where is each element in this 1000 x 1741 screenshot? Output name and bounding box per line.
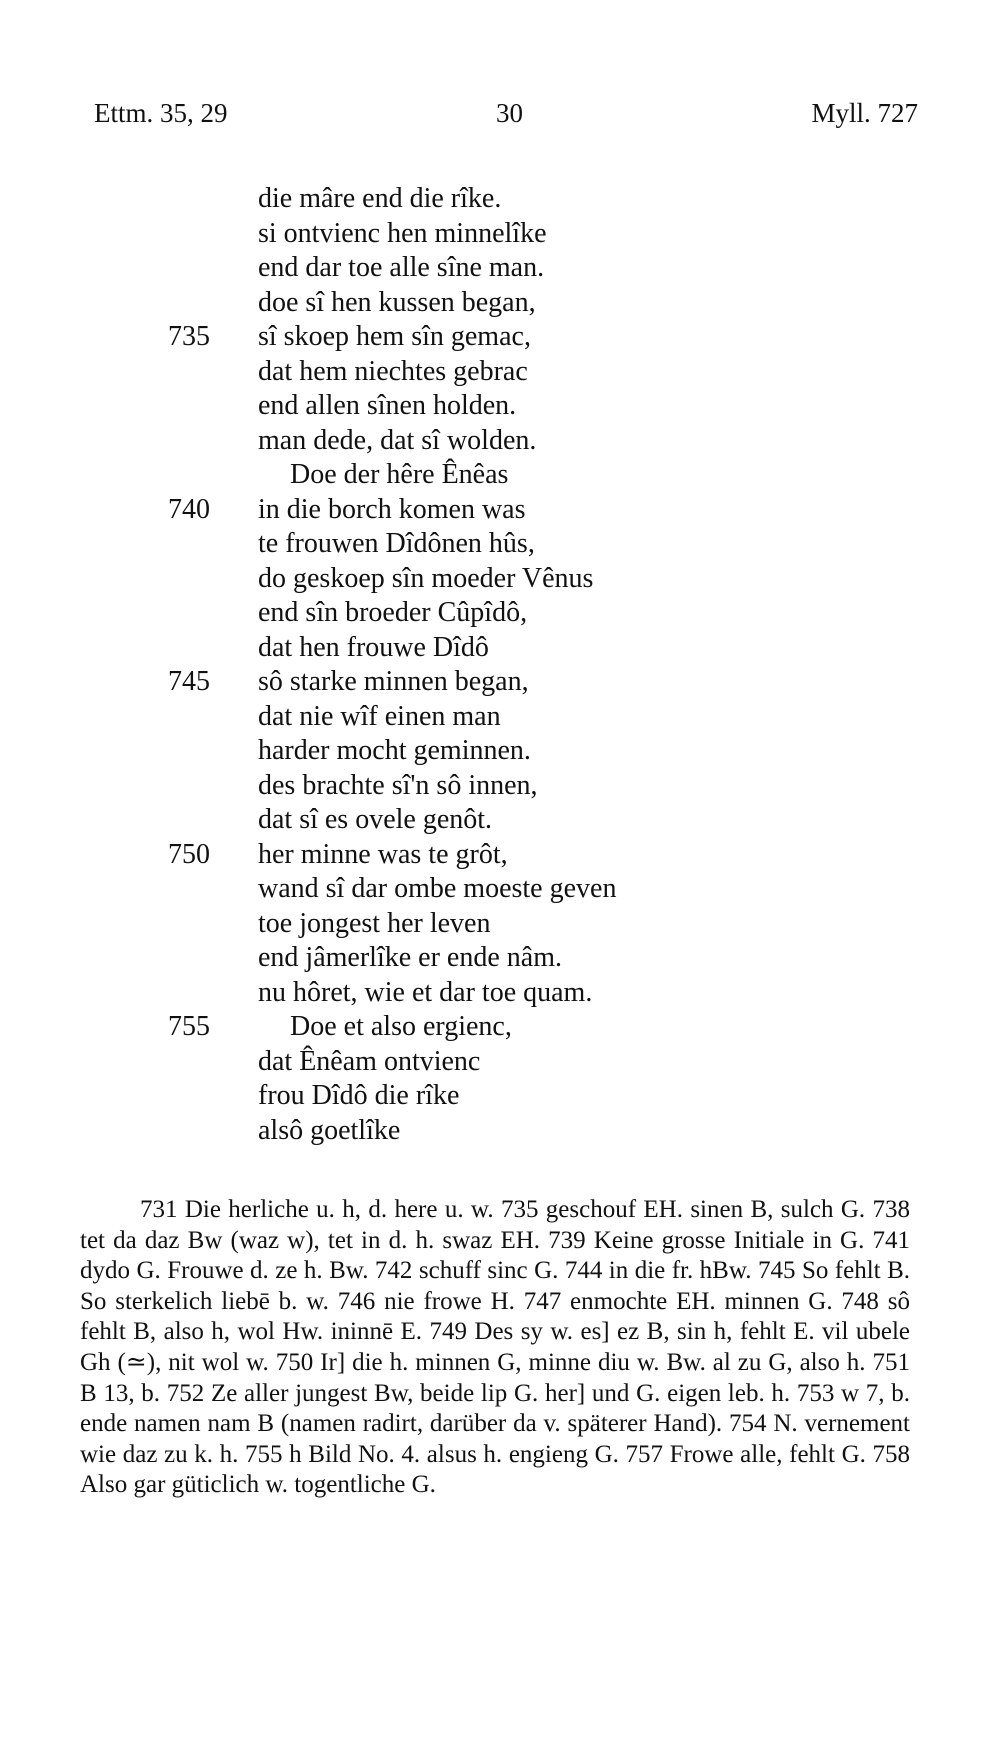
verse-text: sî skoep hem sîn gemac,	[258, 321, 531, 352]
verse-text: dat nie wîf einen man	[258, 700, 501, 732]
verse-text: her minne was te grôt,	[258, 838, 508, 870]
verse-line	[0, 1045, 1000, 1080]
verse-text: wand sî dar ombe moeste geven	[258, 873, 617, 904]
verse-line	[0, 527, 1000, 562]
verse-text: dat hem niechtes gebrac	[258, 355, 528, 387]
verse-text: toe jongest her leven	[258, 907, 491, 939]
verse-number: 750	[168, 838, 210, 870]
verse-line	[0, 182, 1000, 217]
footnote-text: 731 Die herliche u. h, d. here u. w. 735 geschouf EH. sinen B, sulch G. 738 tet da daz Bw (waz w), tet in d. h. swaz EH. 739 Keine grosse Initiale in G. 741 dydo G. Frouwe d. ze h. Bw. 742 schuff sinc G. 744 in die fr. hBw. 745 So fehlt B. So sterkelich liebē b. w. 746 nie frowe H. 747 enmochte EH. minnen G. 748 sô fehlt B, also h, wol Hw. ininnē E. 749 Des sy w. es] ez B, sin h, fehlt E. vil ubele Gh (≃), nit wol w. 750 Ir] die h. minnen G, minne diu w. Bw. al zu G, also h. 751 B 13, b. 752 Ze aller jungest Bw, beide lip G. her] und G. eigen leb. h. 753 w 7, b. ende namen nam B (namen radirt, darüber da v. späterer Hand). 754 N. vernement wie daz zu k. h. 755 h Bild No. 4. alsus h. engieng G. 757 Frowe alle, fehlt G. 758 Also gar güticlich w. togentliche G.	[80, 1196, 910, 1499]
verse-text: nu hôret, wie et dar toe quam.	[258, 976, 593, 1008]
verse-line	[0, 631, 1000, 666]
verse-line	[0, 769, 1000, 804]
page-number: 30	[496, 98, 523, 128]
verse-line	[0, 562, 1000, 597]
verse-line	[0, 1114, 1000, 1149]
critical-apparatus-footnotes	[80, 1195, 910, 1501]
verse-line	[0, 596, 1000, 631]
verse-text: dat Ênêam ontvienc	[258, 1045, 481, 1077]
verse-line	[0, 493, 1000, 528]
verse-text-block	[0, 182, 1000, 1148]
verse-line	[0, 1010, 1000, 1045]
verse-text: do geskoep sîn moeder Vênus	[258, 562, 594, 594]
verse-text: in die borch komen was	[258, 493, 526, 525]
verse-text: te frouwen Dîdônen hûs,	[258, 528, 535, 559]
verse-line	[0, 355, 1000, 390]
verse-text: Doe der hêre Ênêas	[290, 459, 509, 490]
verse-line	[0, 838, 1000, 873]
verse-text: harder mocht geminnen.	[258, 735, 531, 766]
verse-text: dat hen frouwe Dîdô	[258, 631, 489, 663]
verse-line	[0, 734, 1000, 769]
verse-line	[0, 458, 1000, 493]
verse-text: alsô goetlîke	[258, 1114, 401, 1146]
verse-text: man dede, dat sî wolden.	[258, 424, 537, 456]
verse-number: 745	[168, 666, 210, 697]
page-header	[94, 98, 918, 138]
verse-text: die mâre end die rîke.	[258, 183, 502, 214]
verse-text: Doe et also ergienc,	[290, 1011, 512, 1042]
verse-text: frou Dîdô die rîke	[258, 1080, 460, 1111]
verse-line	[0, 665, 1000, 700]
verse-text: end sîn broeder Cûpîdô,	[258, 597, 528, 628]
verse-line	[0, 1079, 1000, 1114]
header-edition-reference-left: Ettm. 35, 29	[94, 98, 228, 128]
verse-line	[0, 389, 1000, 424]
verse-line	[0, 803, 1000, 838]
verse-line	[0, 700, 1000, 735]
verse-number: 755	[168, 1011, 210, 1042]
verse-text: end jâmerlîke er ende nâm.	[258, 942, 562, 973]
verse-line	[0, 286, 1000, 321]
verse-line	[0, 217, 1000, 252]
verse-line	[0, 941, 1000, 976]
verse-text: end dar toe alle sîne man.	[258, 252, 545, 283]
verse-line	[0, 251, 1000, 286]
verse-text: si ontvienc hen minnelîke	[258, 217, 547, 249]
verse-text: sô starke minnen began,	[258, 666, 529, 697]
verse-line	[0, 424, 1000, 459]
verse-line	[0, 320, 1000, 355]
verse-text: end allen sînen holden.	[258, 390, 517, 421]
verse-text: des brachte sî'n sô innen,	[258, 769, 538, 801]
verse-line	[0, 907, 1000, 942]
verse-line	[0, 976, 1000, 1011]
header-edition-reference-right: Myll. 727	[811, 98, 918, 128]
verse-text: dat sî es ovele genôt.	[258, 804, 493, 835]
verse-number: 740	[168, 493, 210, 525]
verse-text: doe sî hen kussen began,	[258, 286, 536, 318]
verse-number: 735	[168, 321, 210, 352]
verse-line	[0, 872, 1000, 907]
